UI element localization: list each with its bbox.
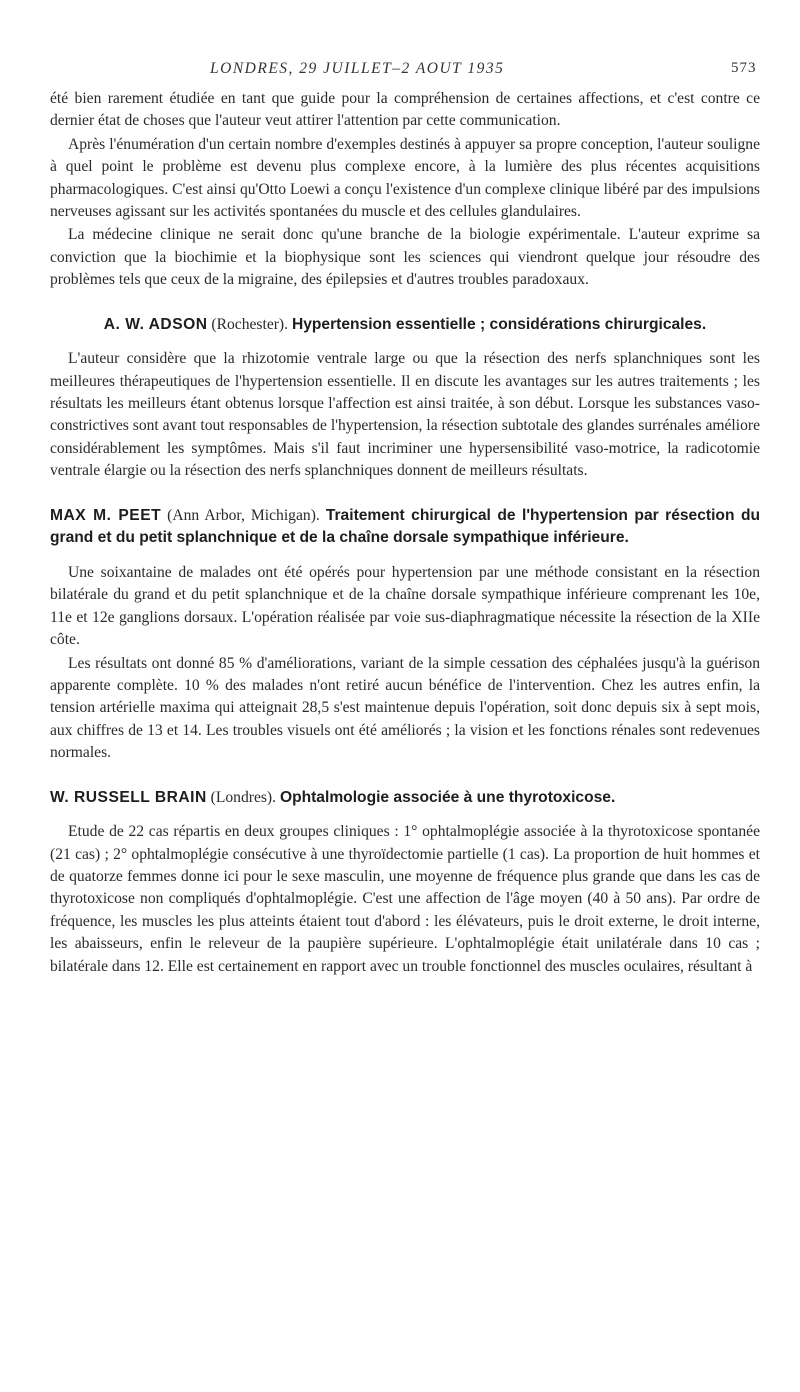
abstract-section bbox=[50, 505, 760, 765]
author-name: W. RUSSELL BRAIN bbox=[50, 788, 207, 806]
paragraph: Après l'énumération d'un certain nombre d'exemples destinés à appuyer sa propre conception, l'auteur souligne à quel point le problème est devenu plus complexe encore, à la lumière des plus récentes acquisitions pharmacologiques. C'est ainsi qu'Otto Loewi a conçu l'existence d'un complexe clinique libéré par des impulsions nerveuses agissant sur les activités spontanées du muscle et des cellules glandulaires. bbox=[50, 135, 760, 221]
author-location: (Rochester). bbox=[211, 315, 289, 333]
abstract-title: Hypertension essentielle ; considérations chirurgicales. bbox=[291, 315, 707, 333]
abstract-heading bbox=[50, 505, 760, 550]
author-name: MAX M. PEET bbox=[50, 506, 162, 524]
paragraph: Etude de 22 cas répartis en deux groupes cliniques : 1° ophtalmoplégie associée à la thyrotoxicose spontanée (21 cas) ; 2° ophtalmoplégie consécutive à une thyroïdectomie partielle (1 cas). La proportion de huit hommes et de quatorze femmes donne ici pour le sexe masculin, une moyenne de fréquence plus grande que dans les cas de thyrotoxicose non compliqués d'ophtalmoplégie. C'est une affection de l'âge moyen (40 à 50 ans). Par ordre de fréquence, les muscles les plus atteints étaient tout d'abord : les élévateurs, puis le droit externe, le droit interne, les abaisseurs, enfin le releveur de la paupière supérieure. L'ophtalmoplégie était unilatérale dans 10 cas ; bilatérale dans 12. Elle est certainement en rapport avec un trouble fonctionnel des muscles oculaires, résultant à bbox=[50, 823, 760, 975]
paragraph: Une soixantaine de malades ont été opérés pour hypertension par une méthode consistant en la résection bilatérale du grand et du petit splanchnique et de la chaîne dorsale sympathique inférieure comprenant les 10e, 11e et 12e ganglions dorsaux. L'opération réalisée par voie sus-diaphragmatique nécessite la résection de la XIIe côte. bbox=[50, 563, 760, 649]
abstract-title: Traitement chirurgical de l'hypertension par résection du grand et du petit splanchnique et de la chaîne dorsale sympathique inférieure. bbox=[50, 506, 760, 547]
author-name: A. W. ADSON bbox=[103, 315, 208, 333]
paragraph: Les résultats ont donné 85 % d'améliorations, variant de la simple cessation des céphalées jusqu'à la guérison apparente complète. 10 % des malades n'ont retiré aucun bénéfice de l'intervention. Chez les autres enfin, la tension artérielle maxima qui atteignait 28,5 s'est maintenue depuis l'opération, soit donc depuis six à sept mois, aux chiffres de 13 et 14. Les troubles visuels ont été améliorés ; la vision et les fonctions rénales sont redevenues normales. bbox=[50, 654, 760, 762]
abstract-section bbox=[50, 787, 760, 978]
page-number: 573 bbox=[731, 60, 757, 76]
page-body bbox=[50, 88, 760, 978]
paragraph: été bien rarement étudiée en tant que guide pour la compréhension de certaines affections, et c'est contre ce dernier état de choses que l'auteur veut attirer l'attention par cette communication. bbox=[50, 90, 760, 130]
abstract-section bbox=[50, 314, 760, 483]
running-head-title: LONDRES, 29 JUILLET–2 AOUT 1935 bbox=[210, 60, 505, 77]
abstract-title: Ophtalmologie associée à une thyrotoxicose. bbox=[279, 788, 616, 806]
abstract-heading bbox=[50, 787, 760, 810]
author-location: (Ann Arbor, Michigan). bbox=[167, 506, 320, 524]
author-location: (Londres). bbox=[210, 788, 277, 806]
paragraph: La médecine clinique ne serait donc qu'une branche de la biologie expérimentale. L'auteur exprime sa conviction que la biochimie et la biophysique sont les sciences qui viendront quelque jour résoudre des problèmes tels que ceux de la migraine, des épilepsies et d'autres troubles paradoxaux. bbox=[50, 226, 760, 289]
running-head bbox=[0, 60, 800, 82]
abstract-heading bbox=[50, 314, 760, 337]
paragraph: L'auteur considère que la rhizotomie ventrale large ou que la résection des nerfs splanchniques sont les meilleures thérapeutiques de l'hypertension essentielle. Il en discute les avantages sur les autres traitements ; les résultats les meilleurs étant obtenus lorsque l'affection est ainsi traitée, à son début. Lorsque les substances vaso-constrictives sont avant tout responsables de l'hypertension, la résection subtotale des glandes surrénales améliore considérablement les symptômes. Mais s'il faut incriminer une hypersensibilité vaso-motrice, la radicotomie ventrale élargie ou la résection des nerfs splanchniques donnent de meilleurs résultats. bbox=[50, 350, 760, 480]
